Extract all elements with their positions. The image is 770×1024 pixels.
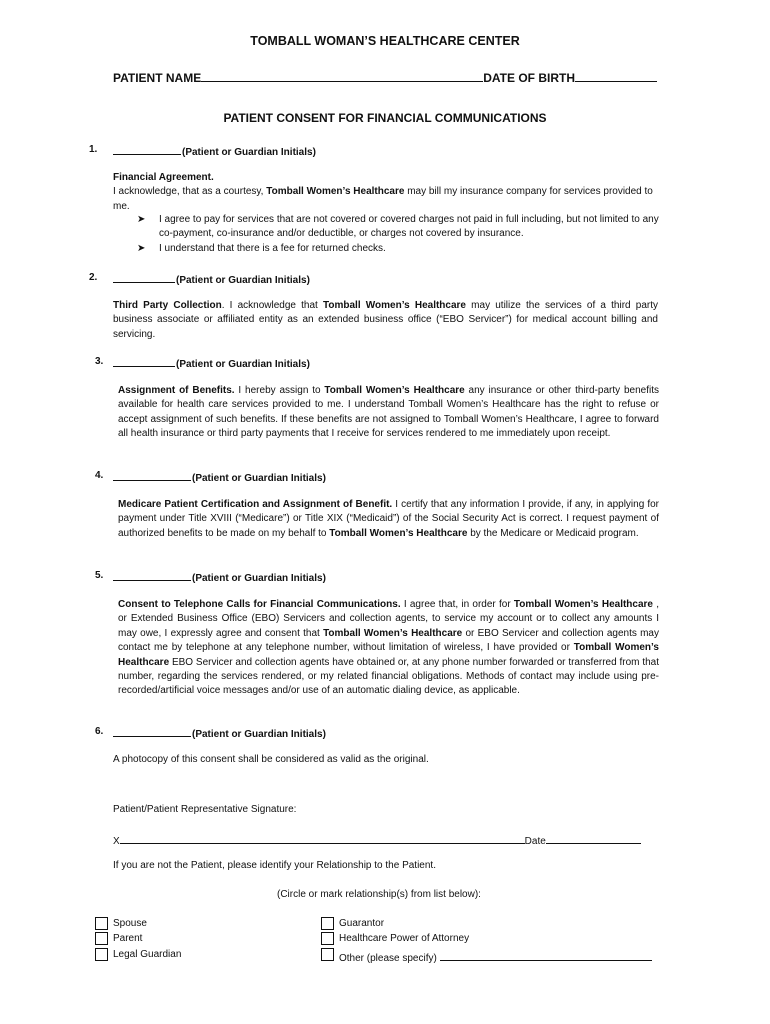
initials-field[interactable] xyxy=(113,726,191,737)
section-heading: Third Party Collection xyxy=(113,300,222,311)
photocopy-statement: A photocopy of this consent shall be considered as valid as the original. xyxy=(113,754,429,765)
section-2-initials xyxy=(113,272,310,286)
parent-label: Parent xyxy=(113,933,143,944)
patient-info-line xyxy=(113,70,657,85)
entity-name: Tomball Women’s Healthcare xyxy=(324,385,465,396)
other-label: Other (please specify) xyxy=(339,953,437,964)
initials-label: (Patient or Guardian Initials) xyxy=(176,359,310,370)
section-1-initials xyxy=(113,144,316,158)
other-specify-field[interactable] xyxy=(440,949,652,961)
healthcare-poa-label: Healthcare Power of Attorney xyxy=(339,933,470,944)
signature-label: Patient/Patient Representative Signature: xyxy=(113,804,297,815)
date-label: Date xyxy=(524,836,546,847)
other-line xyxy=(339,949,652,964)
section-5-number: 5. xyxy=(95,570,104,581)
section-heading: Assignment of Benefits. xyxy=(118,385,235,396)
dob-label: DATE OF BIRTH xyxy=(483,71,575,85)
patient-name-label: PATIENT NAME xyxy=(113,71,202,85)
initials-label: (Patient or Guardian Initials) xyxy=(192,473,326,484)
arrow-bullet-icon: ➤ xyxy=(137,243,146,254)
patient-name-field[interactable] xyxy=(201,70,483,82)
document-title: TOMBALL WOMAN’S HEALTHCARE CENTER xyxy=(250,34,520,48)
section-2-body: Third Party Collection. I acknowledge that Tomball Women’s Healthcare may utilize the services of a third party business associate or affiliated entity as an extended business office (“EBO Servicer”) for medical account billing and servicing. xyxy=(113,300,659,340)
other-checkbox[interactable] xyxy=(321,948,334,961)
legal-guardian-label: Legal Guardian xyxy=(113,949,182,960)
spouse-label: Spouse xyxy=(113,918,147,929)
entity-name: Tomball Women’s Healthcare xyxy=(266,186,405,198)
entity-name: Tomball Women’s Healthcare xyxy=(329,527,468,539)
bullet-item: ➤ I agree to pay for services that are not covered or covered charges not paid in full including, but not limited to any co-payment, co-insurance and/or deductible, or charges not covered by insurance. xyxy=(137,214,659,240)
section-6-number: 6. xyxy=(95,726,104,737)
initials-label: (Patient or Guardian Initials) xyxy=(182,147,316,158)
legal-guardian-checkbox[interactable] xyxy=(95,948,108,961)
entity-name: Tomball Women’s Healthcare xyxy=(513,599,653,610)
section-1-body: Financial Agreement. I acknowledge, that as a courtesy, Tomball Women’s Healthcare may bill my insurance company for services provided to me. xyxy=(113,172,653,212)
section-heading: Consent to Telephone Calls for Financial Communications. xyxy=(118,599,401,610)
section-1-number: 1. xyxy=(89,144,98,155)
spouse-checkbox[interactable] xyxy=(95,917,108,930)
section-heading: Medicare Patient Certification and Assignment of Benefit. xyxy=(118,499,393,510)
signature-field[interactable] xyxy=(120,832,525,844)
section-4-body: Medicare Patient Certification and Assignment of Benefit. I certify that any information I provide, if any, in applying for payment under Title XVIII (“Medicare”) or Title XIX (“Medicaid”) of the Social Security Act is correct. I request payment of authorized benefits to be made on my behalf to Tomball Women’s Healthcare by the Medicare or Medicaid program. xyxy=(118,499,660,539)
section-4-initials xyxy=(113,470,326,484)
section-heading: Financial Agreement. xyxy=(113,172,214,183)
dob-field[interactable] xyxy=(575,70,657,82)
parent-checkbox[interactable] xyxy=(95,932,108,945)
entity-name: Tomball Women’s Healthcare xyxy=(323,300,466,311)
section-3-body: Assignment of Benefits. I hereby assign to Tomball Women’s Healthcare any insurance or other third-party benefits available for health care services provided to me. I understand Tomball Women’s Healthcare has the right to refuse or accept assignment of such benefits. If these benefits are not assigned to Tomball Women’s Healthcare, I agree to forward all health insurance or third party payments that I receive for services rendered to me immediately upon receipt. xyxy=(118,385,659,440)
initials-field[interactable] xyxy=(113,144,181,155)
healthcare-poa-checkbox[interactable] xyxy=(321,932,334,945)
section-5-body: Consent to Telephone Calls for Financial Communications. I agree that, in order for Tomball Women’s Healthcare , or Extended Business Office (EBO) Servicers and collection agents, to service my account or to collect any amounts I may owe, I expressly agree and consent that Tomball Women’s Healthcare or EBO Servicer and collection agents may contact me by telephone at any telephone number, without limitation of wireless, I have provided or Tomball Women’s Healthcare EBO Servicer and collection agents have obtained or, at any phone number forwarded or transferred from that number, regarding the services rendered, or my related financial obligations. Methods of contact may include using pre-recorded/artificial voice messages and/or use of an automatic dialing device, as applicable. xyxy=(118,599,660,697)
initials-field[interactable] xyxy=(113,272,175,283)
arrow-bullet-icon: ➤ xyxy=(137,214,146,225)
section-3-initials xyxy=(113,356,310,370)
relationship-instruction: (Circle or mark relationship(s) from list below): xyxy=(277,889,481,900)
x-mark: X xyxy=(113,836,120,847)
initials-field[interactable] xyxy=(113,570,191,581)
guarantor-checkbox[interactable] xyxy=(321,917,334,930)
signature-line xyxy=(113,832,641,847)
section-4-number: 4. xyxy=(95,470,104,481)
entity-name: Tomball Women’s Healthcare xyxy=(118,642,659,668)
bullet-item: ➤ I understand that there is a fee for returned checks. xyxy=(159,242,659,256)
initials-label: (Patient or Guardian Initials) xyxy=(176,275,310,286)
consent-subtitle: PATIENT CONSENT FOR FINANCIAL COMMUNICATIONS xyxy=(223,111,547,125)
section-3-number: 3. xyxy=(95,356,104,367)
date-field[interactable] xyxy=(546,832,641,844)
initials-label: (Patient or Guardian Initials) xyxy=(192,573,326,584)
section-5-initials xyxy=(113,570,326,584)
guarantor-label: Guarantor xyxy=(339,918,385,929)
initials-field[interactable] xyxy=(113,470,191,481)
relationship-prompt: If you are not the Patient, please identify your Relationship to the Patient. xyxy=(113,860,436,871)
initials-field[interactable] xyxy=(113,356,175,367)
initials-label: (Patient or Guardian Initials) xyxy=(192,729,326,740)
section-2-number: 2. xyxy=(89,272,98,283)
entity-name: Tomball Women’s Healthcare xyxy=(323,627,463,639)
section-6-initials xyxy=(113,726,326,740)
